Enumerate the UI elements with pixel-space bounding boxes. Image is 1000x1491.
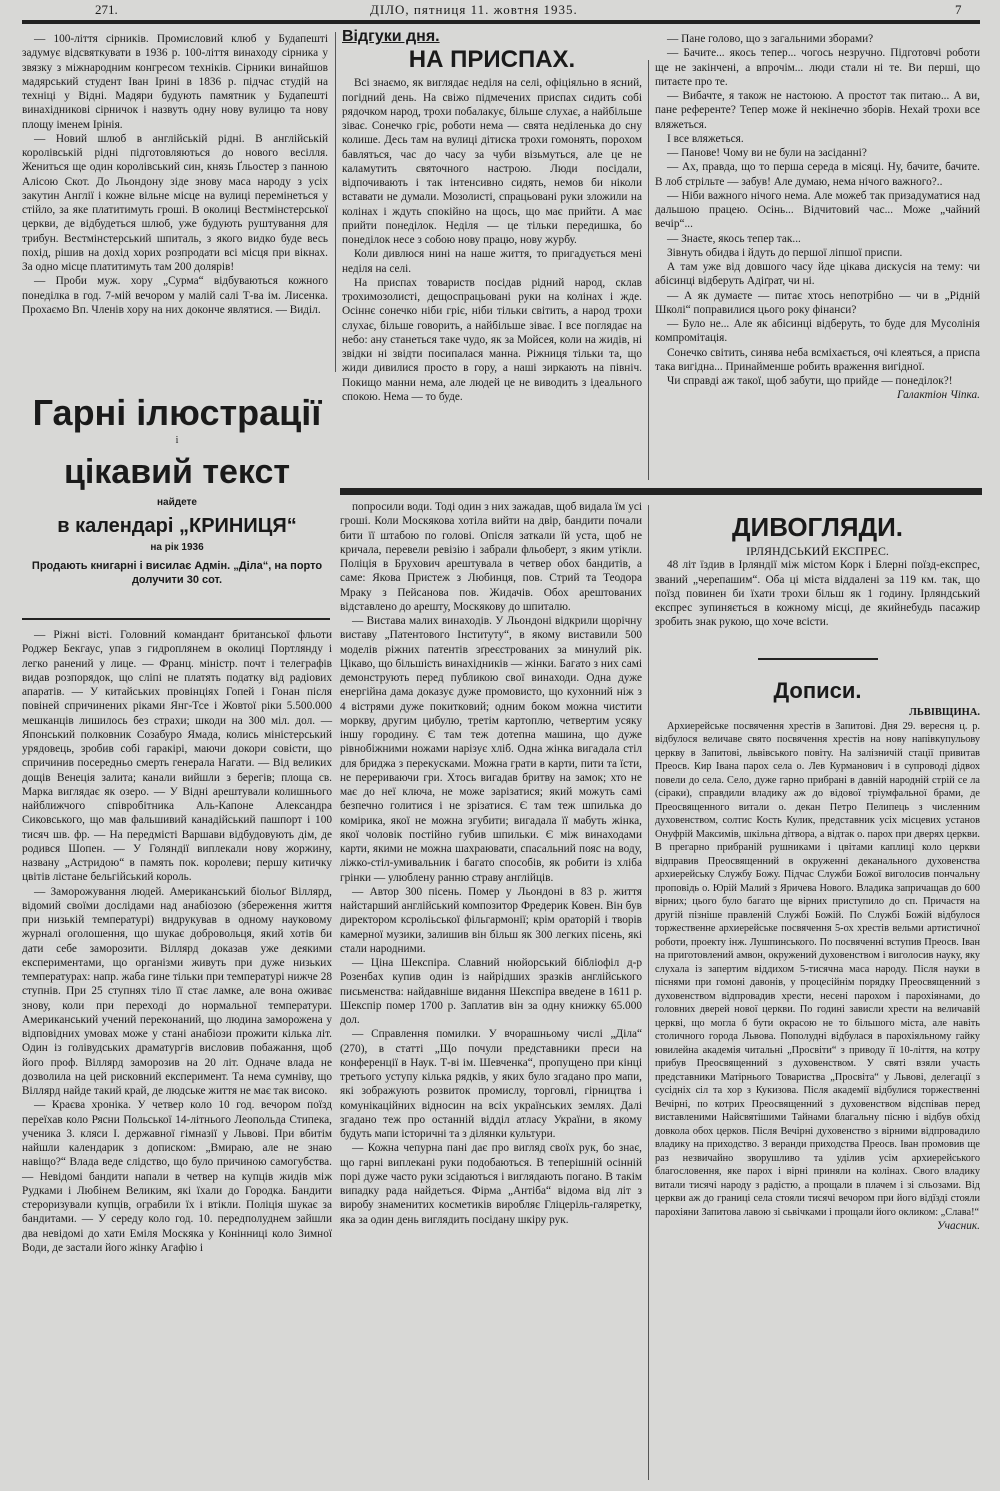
ad-rule [22, 618, 330, 620]
news-item: — Новий шлюб в англійській рідні. В англійській королівській рідні підготовляються до нового весілля. Жениться ще один королівський син, князь Ґльостер з панною Алісою Скот. До Льондону зіде знову маса народу з усіх закутин Англії і кожне вільне місце на вулиці перемінеться у стійло, за яке платитимуть гроші. В околиці Вестмінстерської церкви, де відбудеться шлюб, уже будують руштування для трибун. Вестмінстерський шпиталь, з якого видко буде весь похід, рішив на дохід хорих розпродати всі місця при вікнах. За одно місце платитимуть там 200 долярів! [22, 132, 328, 273]
issue-number: 271. [95, 2, 118, 17]
region-label: ЛЬВІВЩИНА. [909, 706, 980, 718]
column-2-feuilleton [342, 30, 642, 404]
dialogue-line: — Ніби важного нічого нема. Але можеб так призадуматися над дальшою працею. Осінь... Відчитовий час... Може „чайний вечір“... [655, 189, 980, 231]
calendar-ad [22, 392, 332, 587]
dialogue-line: А там уже від довшого часу йде цікава дискусія на тему: чи абісинці відберуть Адіґрат, чи ні. [655, 261, 980, 288]
curio-text: 48 літ їздив в Ірляндії між містом Корк і Блерні поїзд-експрес, званий „черепашим“. Оба ці міста віддалені за 119 км. так, що поїзд повинен би їхати трохи більш як 1 годину. Ірляндський експрес зупиняється в кожному місці, де якийнебудь пасажир зробить знак рукою, що хоче всісти. [655, 559, 980, 629]
dialogue-line: — Панове! Чому ви не були на засіданні? [667, 147, 867, 159]
dialogue-line: — Пане голово, що з загальними зборами? [667, 33, 874, 45]
column-3-dialogue [655, 32, 980, 403]
header-rule [22, 20, 980, 24]
masthead-line: ДІЛО, пятниця 11. жовтня 1935. [370, 2, 578, 17]
section-label: Відгуки дня. [342, 28, 440, 45]
ad-text: найдете [157, 497, 197, 509]
article-title: НА ПРИСПАХ. [408, 46, 576, 74]
dialogue-line: — Ах, правда, що то перша середа в місяці. Ну, бачите, бачите. В лоб стрільте — забув! Але думаю, нема нічого важного?.. [655, 161, 980, 188]
curio-subtitle: ІРЛЯНДСЬКИЙ ЕКСПРЕС. [746, 544, 889, 558]
section-rule [340, 488, 982, 495]
dialogue-line: І все вляжеться. [667, 132, 744, 145]
news-item: — Ціна Шекспіра. Славний нюйорський бібліофіл д-р Розенбах купив один із найрідших зразків англійського письменства: найдавніше видання Шекспіра введене в 1611 р. Шекспір помер 1700 р. Заплатив він за одну книжку 65.000 дол. [340, 957, 642, 1026]
author-signature: Галактіон Чіпка. [896, 389, 980, 402]
column-1-news [22, 32, 328, 317]
dialogue-line: Зівнуть обидва і йдуть до першої ліпшої приспи. [667, 246, 903, 259]
news-item: — Виставa малих винаходів. У Льондоні відкрили щорічну виставу „Патентового Інституту“, в якому виставили 500 моделів ріжних патентів зґреєстрованих за минулий рік. Цікаво, що більшість винахідників — жінки. Багато з них самі демонструють перед публикою свої винаходи. Одна дуже енергійна дама доказує дуже промовисто, що кухонний ніж з 4 вістрями дуже покитковий; одним боком можна чистити моркву, другим цибулю, третім картоплю, четвертим усяку іншу городину. Є там теж дотепна машина, що дуже рівнобіжними ножами нарізує хліб. Одна жінка вигадала стіл для бриджа з перекусками. Можна грати в карти, пити та їсти, не перериваючи гри. Хтось вигадав бритву на замок; хто не має до неї ключа, не може зарізатися; який можуть самі безпечно голитися і не зрізатися. Є там теж шпилька до комірика, якої не можна згубити; вигадала її мабуть жінка, якої чоловік постійно губив шпильки. Є між винаходами карти, якими не можна шахраювати, спасальний пояс на воду, ліжко-стіл-умивальник і багато способів, як робити із хліба грінки — улюблену ранню страву англійців. [340, 615, 642, 884]
column-1-bottom [22, 628, 332, 1255]
news-item: — Заморожування людей. Американський біольоґ Віллярд, відомий своїми дослідами над анабіозою (збереження життя при низькій температурі) вндрукував в одному науковому журналі оголошення, що шукає добровольця, який хотів би дати себе заморозити. Віллярд доказав уже деякими експериментами, що організми живуть при дуже низьких температурах: напр. жаба гине тільки при температурі нижче 28 ступнів. При 25 ступнях тіло її стає ламке, але вона оживає знову, коли при переході до нормальної температури. Американський учений переконаний, що людина заморожена у відповідних умовах може у стані анабіози прожити кілька літ. Один із голівудських драматургів висловив побажання, щоб його проф. Віллярд заморозив на 20 літ. Одначе влада не дозволила на цей рисковний експеримент. Та нема сумніву, що Віллярд найде такий край, де людське життя не має так високо. [22, 885, 332, 1097]
dialogue-line: — Було не... Але як абісинці відберуть, то буде для Мусолінія компромітація. [655, 318, 980, 345]
news-item: — Ріжні вісті. Головний командант британської фльоти Роджер Бекгаус, упав з гидроплянем в околиці Портлянду і легко ранений у лице. — Франц. міністр. почт і телеграфів видав розпорядок, що сліпі не платять податку від радіових апаратів. — У китайських провінціях Гопей і Гонан після повіней спричинених ріками Янг-Тсе і Жовтої ріки 5.500.000 мешканців лишилось без страхи; шкоди на 300 міл. дол. — Японський полковник Созабуро Ямада, колись міністерський урядовець, зробив собі гаракірі, маючи докори совісти, що спричинив посередньо смерть генерала Нагати. — Від великих дощів Венеція залита; канали вийшли з берегів; площа св. Марка виглядає як озеро. — У Відні арештували колишнього найближчого співробітника Аль-Капоне Александра Сиковського, що мав фальшивий канадійський пашпорт і 100 тисяч шв. фр. — На передмісті Варшави відбудовують дім, де родився Шопен. — У Голяндії виплекали нову жоржину, названу „Астридою“ в память пок. королеви; першу китичку цвітів лістане бельгійський король. [22, 629, 332, 884]
dialogue-line: Сонечко світить, синява неба всміхається, очі клеяться, а приспа така вигідна... Принайменше робить враження вигідної. [655, 346, 980, 373]
dialogue-line: — Вибачте, я також не настоюю. А простот так питаю... А ви, пане референте? Тепер може й некінечно зборів. Нехай трохи все вляжеться. [655, 90, 980, 131]
dopysy-title: Дописи. [773, 677, 862, 703]
article-paragraph: Коли дивлюся нині на наше життя, то пригадується мені неділя на селі. [342, 248, 642, 275]
dialogue-line: — Бачите... якось тепер... чогось незручно. Підготовчі роботи ще не закінчені, а впрочім... люди стали ні те. Ви перші, що питаєте про те. [655, 47, 980, 88]
news-item: — Краєва хроніка. У четвер коло 10 год. вечором поїзд переїхав коло Рясни Польської 14-літнього Леопольда Стипека, ученика 3. кляси І. державної гімназії у Львові. При вбитім найшли календарик з дописком: „Вмираю, але не знаю навіщо?“ Влада веде слідство, що було причиною самогубства. — Невідомі бандити напали в четвер на купців жидів між Рудками і Любінем Великим, які їхали до Городка. Бандити стероризували купців, ограбили їх і втікли. Поліція шукає за бандитами. — У середу коло год. 10. передполуднем зайшли два невідомі до хати Еміля Москяка у Конінниці коло Зимної Води, де застали його жінку Агафію і [22, 1099, 332, 1254]
curiosities [655, 510, 980, 1234]
news-item: — 100-ліття сірників. Промисловий клюб у Будапешті задумує відсвяткувати в 1936 р. 100-ліття винаходу сірника у звязку з міжнародним конгресом техніків. Сірники винайшов мадярський студент Іван Ірині в 1836 р. підчас студій на техніці у Відні. Мадяри будують памятник у Будапешті винахідникові сірничок і назвуть одну нову вулицю та нову площу іменем Ірінія. [22, 33, 328, 131]
column-divider [648, 60, 649, 480]
column-2-bottom [340, 500, 642, 1227]
dialogue-line: Чи справді аж такої, щоб забути, що прийде — понеділок?! [667, 375, 953, 387]
dialogue-line: — А як думаєте — питає хтось непотрібно — чи в „Рідній Школі“ поправилися цього року фінанси? [655, 289, 980, 316]
ad-headline: Гарні ілюстрації [32, 392, 322, 433]
news-item: — Кожна чепурна пані дає про вигляд своїх рук, бо знає, що гарні виплекані руки подобаються. В теперішній осінній порі дуже часто руки зсідаються і виглядають погано. В такім випадку рада найдеться. Фірма „Антіба“ відома від літ з виробу знаменитих косметиків виробляє Гліцеріль-галяретку, яка за один день виглядить посідану шкіру рук. [340, 1142, 642, 1226]
report-paragraph: Архиерейське посвячення хрестів в Запитові. Дня 29. вересня ц. р. відбулося величаве свято посвячення хрестів на нову напівкупульову церкву в Запитові, львівського повіту. На залізничій стації привитав Преосв. Кир Івана парох села о. Лев Курманович і в супроводі дідвох повели до села. Село, дуже гарно прибрані в давній народній стрій се ла (сіраки), справдили владику аж до відової тріумфальної брами, де Преосвященного витали о. декан Петро Пелипець з численним духовенством, солтис Кость Кулик, представник усіх місцевих установ Онуфрій Максимів, шкільна дітвора, а відтак о. парох при дверях церкви. В прегарно прибраній рушниками і цвітами каплиці коло церкви відправив Преосвященний в окруженні деканального духовенства архиерейську Службу Божу. Підчас Служби Божої виголосив пончальну проповідь о. Юрій Малий з Яричева Нового. Владика запричащав до 600 вірних; цього було багато ще вірних приступило до сп. Причастя на другій пізніше правленій Службі Божій. По Службі Божій відбулося торжественне архиерейське посвячення 5-ох хрестів вельми артистичної роботи, проекту інж. Лушпинського. По посвяченні вступив Преосв. Іван на приготовлений амвон, окружений духовенством і виголосив науку, яку слухала із запертим віддихом 5-тисячна маса народу. Після науки в піснями при гомоні давонів, у процесійнім порядку Преосвященний з духовенством відпровадив хрести, несені парохом і парохіянами, до головних дверей нової церкви. По годині зависли хрести на величавій церкві, що могла б бути окрасою не то більшого міста, але навіть столичного города Львова. Пополудні відбулася в парохіяльному гайку ювилейна академія читальні „Просвіти“ з приводу її 10-ліття, на котру прибув Преосвященний з духовенством. У святі взяли участь представники Матірнього Товариства „Просвіта“ у Львові, делегації з сусідніх сіл та хор з Кукизова. Після академії відбулися торжественні Вечірні, по котрих Преосвященний з духовенством відспівав перед виставленими Найсвятішими Тайнами благальну пісню і відбув обхід довкола обох церков. Після Вечірні духовенство з вірними відпровадило владику на приходство. З веранди приходства Преосв. Іван промовив ще раз незвичайно зворушливо та уділив усім архиерейського благословення, яке парох і вірні приняли на колінах. Свого владику витали тисячі народу з радістю, а прощали в плачем і зі сльозами. Від церкви аж до границі села стояли тисячі вечором при його відїзді стояли парохіяни Запитова лавою зі сьвічками і прощали його окликом: „Слава!“ [655, 720, 980, 1218]
curio-title: ДИВОГЛЯДИ. [731, 512, 904, 542]
news-item: — Автор 300 пісень. Помер у Льондоні в 83 р. життя найстарший англійський композитор Фредерик Ковен. Він був директором ксроліьської фільгармонії; крім ораторій і творів камерної музики, залишив він більш як 300 легких пісень, які стали народними. [340, 885, 642, 955]
article-paragraph: На приспах товариств посідав рідний народ, склав трохимозолисті, дещоспрацьовані руки на колінах і жде. Осіннє сонечко ніби гріє, ніби тільки світить, а народ трохи слухає, більше говорить, а найбільше зіває. І все поглядає на небо: ану станеться таке чудо, як за Мойсея, коли на жидів, ні звідки ні звідти посипалася манна. Ріжниця тільки та, що жиди дивилися просто в гору, а наші зиркають на північ. Покищо манни нема, але людей це не виводить з ідеального спокою. Нема — то буде. [342, 276, 642, 403]
page-number: 7 [955, 2, 962, 17]
article-paragraph: Всі знаємо, як виглядає неділя на селі, офіціяльно в ясний, погідний день. На свіжо підмечених приспах сидить собі рядочком народ, трохи побалакує, більше слухає, а найбільше зіває. Сонечко гріє, роботи нема — свята неділенька до сну колише. Десь там на вулиці дітиска трохи гомонять, порохом бавляться, час до часу за чуби візьмуться, але це не каламутить святочного настрою. Люди посідали, відпочивають і так інтенсивно сидять, немов би ніколи вставати не думали. Мозолисті, спрацьовані руки зложили на колінах і ждуть спокійно на щось, що має прийти. А має прийти понеділок. Неділя — це тільки передишка, бо понеділок несе з собою нову працю, нову журбу. [342, 77, 642, 246]
column-divider [648, 505, 649, 1480]
news-item: — Проби муж. хору „Сурма“ відбуваються кожного понеділка в год. 7-мій вечором у малій салі Т-ва ім. Лисенка. Прохаємо Вп. Членів хору на них доконче являтися. — Виділ. [22, 275, 328, 316]
signature: Учасник. [936, 1220, 980, 1233]
news-item: — Справлення помилки. У вчорашньому числі „Діла“ (270), в статті „Що почули представники преси на конференції в Наук. Т-ві ім. Шевченка“, пропущено при кінці третього уступу кілька рядків, у яких було згадано про мапи, які зображують розвиток промислу, торговлі, гірництва і комунікаційних відносин на всіх українських землях. Далі згадано теж про останній відділ атласу України, в якому будуть мапи історичні та з ділянки культури. [340, 1028, 642, 1140]
ad-calendar-name: в календарі „КРИНИЦЯ“ [57, 514, 297, 537]
dialogue-line: — Знаєте, якось тепер так... [667, 232, 801, 245]
news-item: попросили води. Тоді один з них зажадав, щоб видала їм усі гроші. Коли Москякова хотіла вийти на двір, бандити почали бити її штабою по голові. Опісля заткали їй уста, щоб не кричала, перевели ревізію і забрали фльоберт, з яким утікли. Поліція в Брухович арештувала в четвер обох бандитів, а саме: Якова Пристеж з Любинця, пов. Стрий та Теодора Мраку з Пейсанова пов. Жидачів. Обох арештованих відставлено до арешту, Москякову до шпиталю. [340, 501, 642, 613]
column-divider [335, 32, 336, 372]
ad-headline-2: цікавий текст [63, 453, 291, 492]
ad-sale-info: Продають книгарні і висилає Адмін. „Діла“, на порто долучити 30 сот. [31, 559, 323, 586]
ad-conjunction: і [175, 435, 179, 446]
ad-year: на рік 1936 [150, 541, 204, 553]
